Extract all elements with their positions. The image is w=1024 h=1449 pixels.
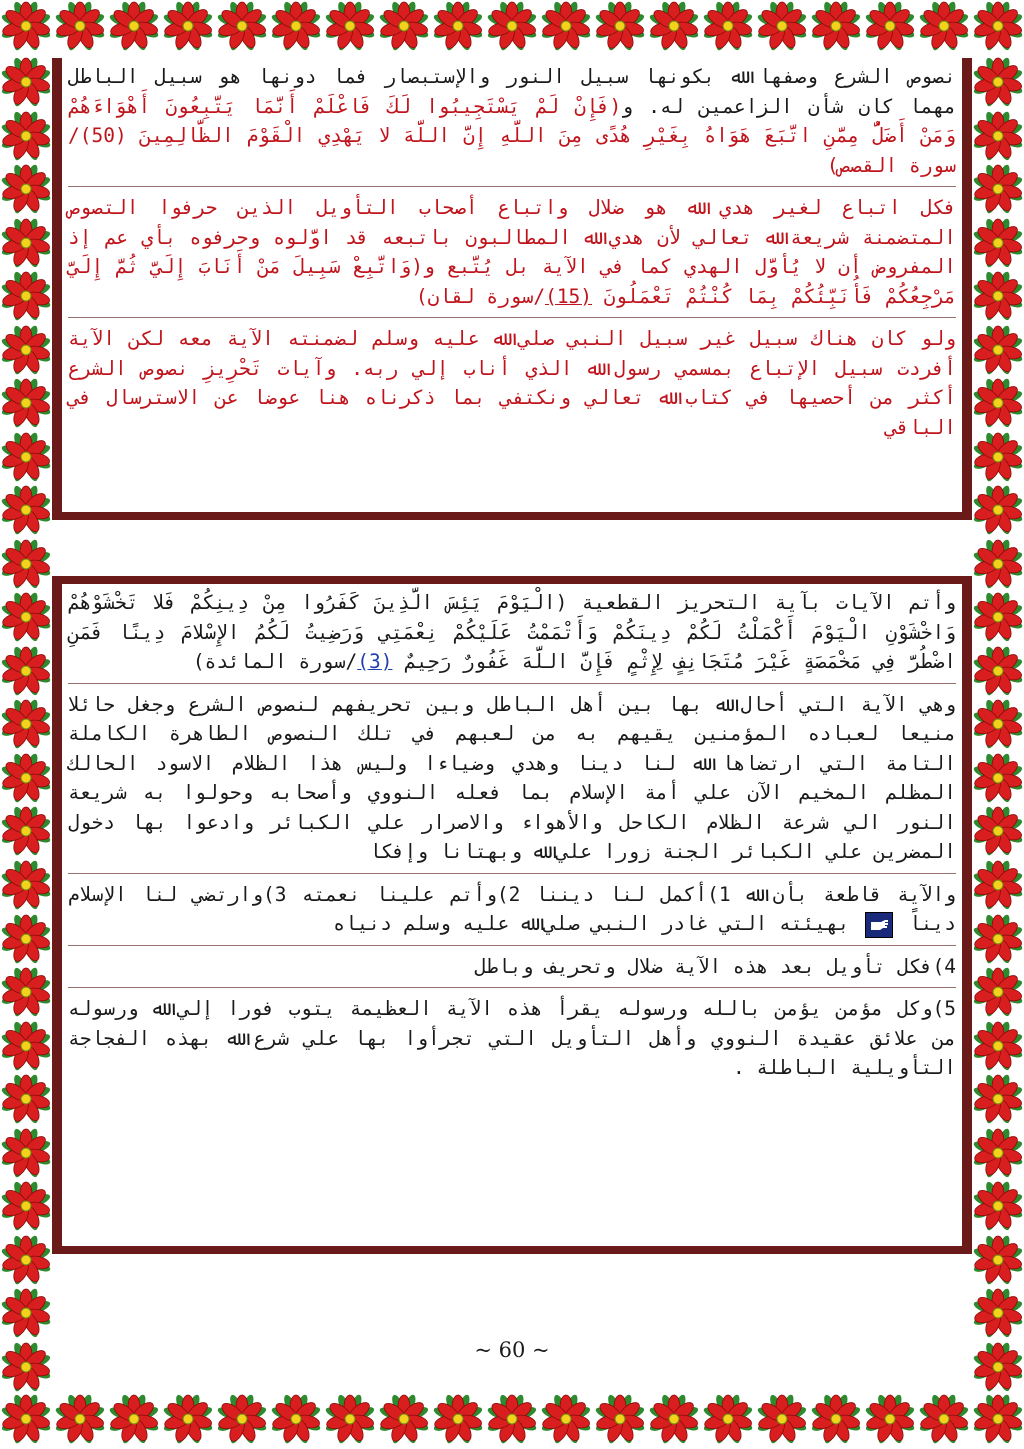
poinsettia-flower	[0, 1073, 52, 1125]
quran-verse: فَاعْلَمْ أَنَّمَا يَتَّبِعُونَ أَهْوَاءَهُمْ وَمَنْ أَضَلُّ مِمَّنِ اتَّبَعَ هَوَاهُ بِغَيْرِ هُدًى مِنَ اللَّهِ إِنَّ اللَّهَ لا يَهْدِي الْقَوْمَ الظَّالِمِينَ	[68, 94, 956, 147]
verse-reference[interactable]: (15)	[545, 284, 593, 308]
poinsettia-flower	[378, 1393, 430, 1445]
poinsettia-flower	[972, 591, 1024, 643]
poinsettia-flower	[972, 859, 1024, 911]
paragraph-8	[68, 994, 956, 1089]
poinsettia-flower	[918, 0, 970, 52]
poinsettia-flower	[270, 1393, 322, 1445]
poinsettia-flower	[486, 0, 538, 52]
poinsettia-flower	[54, 0, 106, 52]
paragraph-2	[68, 193, 956, 318]
poinsettia-flower	[810, 1393, 862, 1445]
poinsettia-flower	[972, 1180, 1024, 1232]
border-right	[972, 56, 1024, 1393]
poinsettia-flower	[0, 591, 52, 643]
poinsettia-flower	[756, 1393, 808, 1445]
paragraph-6	[68, 880, 956, 946]
poinsettia-flower	[486, 1393, 538, 1445]
poinsettia-flower	[972, 966, 1024, 1018]
poinsettia-flower	[972, 645, 1024, 697]
border-bottom	[0, 1393, 1024, 1449]
sura-name: /سورة المائدة)	[192, 650, 358, 673]
poinsettia-flower	[864, 0, 916, 52]
poinsettia-flower	[972, 163, 1024, 215]
poinsettia-flower	[0, 163, 52, 215]
quran-verse: الْيَوْمَ يَئِسَ الَّذِينَ كَفَرُوا مِنْ دِينِكُمْ فَلا تَخْشَوْهُمْ وَاخْشَوْنِ الْيَوْمَ أَكْمَلْتُ لَكُمْ دِينَكُمْ وَأَتْمَمْتُ عَلَيْكُمْ نِعْمَتِي وَرَضِيتُ لَكُمُ الإِسْلامَ دِينًا فَمَنِ اضْطُرَّ فِي مَخْمَصَةٍ غَيْرَ مُتَجَانِفٍ لِإِثْمٍ فَإِنَّ اللَّهَ غَفُورٌ رَحِيمٌ	[68, 591, 956, 673]
poinsettia-flower	[162, 1393, 214, 1445]
verse-opening: (فَإِنْ لَمْ يَسْتَجِيبُوا لَكَ	[387, 94, 622, 118]
poinsettia-flower	[972, 217, 1024, 269]
poinsettia-flower	[0, 1234, 52, 1286]
poinsettia-flower	[540, 1393, 592, 1445]
poinsettia-flower	[972, 56, 1024, 108]
poinsettia-flower	[918, 1393, 970, 1445]
paragraph-text: وأتم الآيات بآية التحريز القطعية (	[555, 591, 956, 614]
paragraph-1	[68, 62, 956, 187]
sura-name: /سورة لقان)	[415, 284, 546, 308]
poinsettia-flower	[972, 1287, 1024, 1339]
verse-reference[interactable]: (50)	[79, 124, 127, 147]
quran-verse: (وَاتَّبِعْ سَبِيلَ مَنْ أَنَابَ إِلَيَّ ثُمَّ إِلَيَّ مَرْجِعُكُمْ فَأُنَبِّئُكُمْ بِمَا كُنْتُمْ تَعْمَلُونَ	[68, 255, 956, 308]
poinsettia-flower	[270, 0, 322, 52]
poinsettia-flower	[0, 217, 52, 269]
poinsettia-flower	[972, 805, 1024, 857]
text-line: نصوص الشرع وصفها ﷲ بكونها سبيل النور والإستبصار فما دونها هو	[218, 65, 956, 88]
poinsettia-flower	[0, 1393, 52, 1445]
paragraph-text: بهيئته التي غادر النبي صلي ﷲ عليه وسلم دنياه	[333, 912, 850, 935]
poinsettia-flower	[0, 431, 52, 483]
pointing-hand-icon	[865, 912, 893, 938]
poinsettia-flower	[0, 1127, 52, 1179]
poinsettia-flower	[972, 0, 1024, 52]
poinsettia-flower	[54, 1393, 106, 1445]
poinsettia-flower	[0, 324, 52, 376]
poinsettia-flower	[108, 1393, 160, 1445]
poinsettia-flower	[972, 698, 1024, 750]
paragraph-text: والآية قاطعة بأن ﷲ 1)أكمل لنا ديننا 2)وأتم علينا نعمته 3)وارتضي لنا الإسلام ديناً	[68, 882, 956, 935]
poinsettia-flower	[0, 538, 52, 590]
poinsettia-flower	[216, 0, 268, 52]
poinsettia-flower	[702, 1393, 754, 1445]
poinsettia-flower	[0, 1020, 52, 1072]
paragraph-text: 5)وكل مؤمن يؤمن بالله ورسوله يقرأ هذه الآية العظيمة يتوب فورا إلي ﷲ ورسوله من علائق عقيدة النووي وأهل التأويل التي تجرأوا بها علي شرع ﷲ بهذه الفجاجة التأويلية الباطلة .	[68, 997, 956, 1079]
poinsettia-flower	[972, 270, 1024, 322]
poinsettia-flower	[324, 1393, 376, 1445]
poinsettia-flower	[648, 1393, 700, 1445]
poinsettia-flower	[972, 1020, 1024, 1072]
poinsettia-flower	[378, 0, 430, 52]
poinsettia-flower	[972, 324, 1024, 376]
paragraph-3	[68, 324, 956, 448]
poinsettia-flower	[0, 377, 52, 429]
poinsettia-flower	[972, 1127, 1024, 1179]
poinsettia-flower	[972, 1393, 1024, 1445]
poinsettia-flower	[972, 752, 1024, 804]
poinsettia-flower	[432, 1393, 484, 1445]
poinsettia-flower	[0, 484, 52, 536]
poinsettia-flower	[972, 1234, 1024, 1286]
poinsettia-flower	[702, 0, 754, 52]
poinsettia-flower	[594, 0, 646, 52]
poinsettia-flower	[810, 0, 862, 52]
poinsettia-flower	[0, 966, 52, 1018]
paragraph-text: فكل اتباع لغير هدي ﷲ هو ضلال واتباع أصحاب التأويل الذين حرفوا التصوص المتضمنة شريعة ﷲ تعالي لأن هدي ﷲ المطالبون باتبعه قد اوَّلوه وحرفوه بأي عم إذ المفروض أن لا يُأوَّل الهدي كما في الآية بل يُتَّبع و	[68, 196, 956, 278]
border-left	[0, 56, 52, 1393]
verse-reference[interactable]: (3)	[357, 650, 393, 673]
poinsettia-flower	[972, 110, 1024, 162]
poinsettia-flower	[648, 0, 700, 52]
poinsettia-flower	[432, 0, 484, 52]
paragraph-text: ولو كان هناك سبيل غير سبيل النبي صلي ﷲ عليه وسلم لضمنته الآية معه لكن الآية أفردت سبيل الإتباع بمسمي رسول ﷲ الذي أناب إلي ربه. وآيات تَحْرِيزِ نصوص الشرع أكثر من أحصيها في كتاب ﷲ تعالي ونكتفي بما ذكرناه هنا عوضا عن الاسترسال في الباقي	[68, 327, 956, 439]
poinsettia-flower	[540, 0, 592, 52]
text-panel-2	[52, 576, 972, 1254]
poinsettia-flower	[756, 0, 808, 52]
poinsettia-flower	[864, 1393, 916, 1445]
paragraph-5	[68, 690, 956, 874]
poinsettia-flower	[594, 1393, 646, 1445]
poinsettia-flower	[108, 0, 160, 52]
poinsettia-flower	[972, 913, 1024, 965]
poinsettia-flower	[0, 752, 52, 804]
poinsettia-flower	[972, 1073, 1024, 1125]
poinsettia-flower	[324, 0, 376, 52]
poinsettia-flower	[162, 0, 214, 52]
text-line: سبيل الباطل مهما كان شأن الزاعمين له. و	[68, 65, 957, 118]
poinsettia-flower	[972, 377, 1024, 429]
poinsettia-flower	[216, 1393, 268, 1445]
poinsettia-flower	[0, 1180, 52, 1232]
sura-name: /سورة القصص)	[68, 124, 956, 177]
poinsettia-flower	[0, 805, 52, 857]
paragraph-text: وهي الآية التي أحال ﷲ بها بين أهل الباطل وبين تحريفهم لنصوص الشرع وجغل حائلا منيعا لعباده المؤمنين يقيهم به من لعبهم في تلك النصوص الطاهرة الكاملة التامة التي ارتضاها ﷲ لنا دينا وهدي وضياءا وليس هذا الظلام الاسود الحالك المظلم المخيم الآن علي أمة الإسلام بما فعله النووي وأصحابه وحولوا به شريعة النور الي شرعة الظلام الكاحل والأهواء والاصرار علي الكبائر وادعوا بها دخول المضرين علي الكبائر الجنة زورا علي ﷲ وبهتانا وإفكا	[68, 692, 956, 863]
page-number: ~ 60 ~	[474, 1338, 550, 1362]
border-top	[0, 0, 1024, 56]
poinsettia-flower	[972, 431, 1024, 483]
poinsettia-flower	[0, 859, 52, 911]
paragraph-7	[68, 952, 956, 989]
poinsettia-flower	[972, 484, 1024, 536]
paragraph-4	[68, 588, 956, 684]
poinsettia-flower	[0, 645, 52, 697]
poinsettia-flower	[0, 110, 52, 162]
poinsettia-flower	[0, 56, 52, 108]
poinsettia-flower	[0, 0, 52, 52]
paragraph-text: 4)فكل تأويل بعد هذه الآية ضلال وتحريف وباطل	[474, 954, 956, 978]
poinsettia-flower	[0, 1287, 52, 1339]
poinsettia-flower	[0, 913, 52, 965]
text-panel-1	[52, 58, 972, 520]
poinsettia-flower	[0, 270, 52, 322]
poinsettia-flower	[972, 538, 1024, 590]
poinsettia-flower	[0, 698, 52, 750]
